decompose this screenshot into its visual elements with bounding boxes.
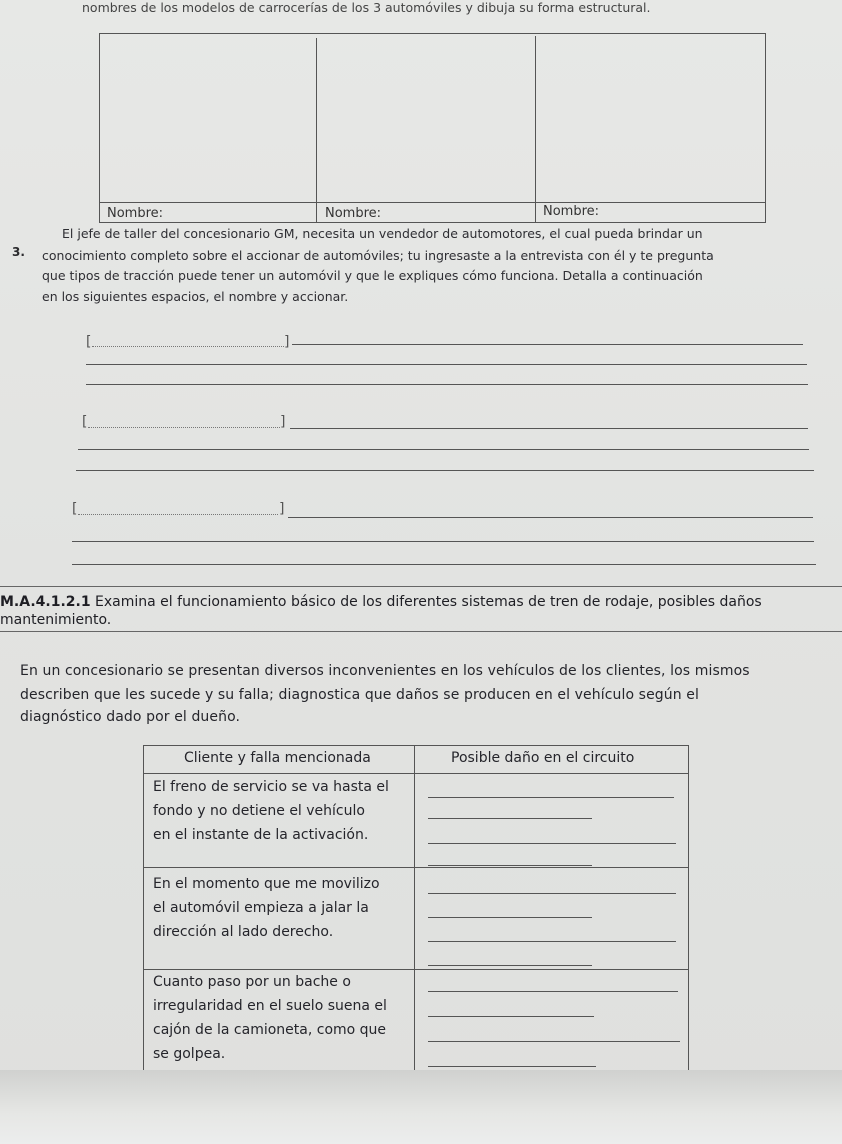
- fault-line: irregularidad en el suelo suena el: [153, 998, 387, 1014]
- damage-answer-line[interactable]: [428, 797, 674, 798]
- intro-line-3: diagnóstico dado por el dueño.: [20, 709, 241, 725]
- answer-line[interactable]: [86, 384, 808, 385]
- fault-line: fondo y no detiene el vehículo: [153, 803, 365, 819]
- row-divider: [144, 867, 688, 868]
- fault-line: cajón de la camioneta, como que: [153, 1022, 387, 1038]
- name-blank[interactable]: [88, 427, 280, 428]
- damage-answer-line[interactable]: [428, 1016, 594, 1017]
- label-row-divider: [99, 202, 766, 203]
- damage-answer-line[interactable]: [428, 818, 592, 819]
- question-line-2: conocimiento completo sobre el accionar de automóviles; tu ingresaste a la entrevista con él y te pregunta: [42, 248, 714, 263]
- question-number: 3.: [12, 245, 25, 259]
- column-divider: [414, 746, 415, 1070]
- answer-line[interactable]: [72, 564, 816, 565]
- damage-answer-line[interactable]: [428, 1041, 680, 1042]
- bracket-close: ]: [280, 414, 286, 430]
- header-client-fault: Cliente y falla mencionada: [184, 750, 371, 766]
- damage-answer-line[interactable]: [428, 843, 676, 844]
- answer-line[interactable]: [78, 449, 809, 450]
- diagnosis-table: [143, 745, 689, 1071]
- section-rule: [0, 586, 842, 587]
- section-title-line-1: [0, 594, 762, 610]
- intro-line-1: En un concesionario se presentan diversos inconvenientes en los vehículos de los clientes, los mismos: [20, 663, 750, 679]
- answer-line[interactable]: [76, 470, 814, 471]
- name-blank[interactable]: [78, 514, 278, 515]
- bracket-open: [: [82, 414, 88, 430]
- answer-line[interactable]: [290, 428, 808, 429]
- fault-line: en el instante de la activación.: [153, 827, 369, 843]
- fault-line: se golpea.: [153, 1046, 226, 1062]
- damage-answer-line[interactable]: [428, 865, 592, 866]
- section-title-line-2: mantenimiento.: [0, 612, 112, 628]
- bracket-open: [: [72, 501, 78, 517]
- section-title-text: Examina el funcionamiento básico de los diferentes sistemas de tren de rodaje, posibles daños: [95, 594, 762, 610]
- question-line-3: que tipos de tracción puede tener un automóvil y que le expliques cómo funciona. Detalla a continuación: [42, 268, 703, 283]
- page-bottom-margin: [0, 1070, 842, 1144]
- damage-answer-line[interactable]: [428, 941, 676, 942]
- answer-line[interactable]: [86, 364, 807, 365]
- answer-line[interactable]: [292, 344, 803, 345]
- question-line-4: en los siguientes espacios, el nombre y accionar.: [42, 289, 349, 304]
- answer-line[interactable]: [288, 517, 813, 518]
- box-divider: [316, 38, 317, 223]
- header-possible-damage: Posible daño en el circuito: [451, 750, 635, 766]
- section-code: M.A.4.1.2.1: [0, 594, 91, 610]
- damage-answer-line[interactable]: [428, 991, 678, 992]
- question-line-1: El jefe de taller del concesionario GM, necesita un vendedor de automotores, el cual pueda brindar un: [62, 226, 703, 241]
- table-row-2-fault: [153, 872, 380, 944]
- damage-answer-line[interactable]: [428, 965, 592, 966]
- table-row-1-fault: [153, 775, 389, 847]
- answer-line[interactable]: [72, 541, 814, 542]
- fault-line: el automóvil empieza a jalar la: [153, 900, 369, 916]
- box-divider: [535, 36, 536, 223]
- section-rule: [0, 631, 842, 632]
- fault-line: En el momento que me movilizo: [153, 876, 380, 892]
- table-row-3-fault: [153, 970, 387, 1066]
- damage-answer-line[interactable]: [428, 893, 676, 894]
- damage-answer-line[interactable]: [428, 1066, 596, 1067]
- fault-line: El freno de servicio se va hasta el: [153, 779, 389, 795]
- intro-line-2: describen que les sucede y su falla; diagnostica que daños se producen en el vehículo según el: [20, 687, 699, 703]
- model-name-label-3: Nombre:: [543, 204, 600, 219]
- drawing-area[interactable]: [99, 33, 766, 223]
- bracket-open: [: [86, 334, 92, 350]
- fault-line: dirección al lado derecho.: [153, 924, 334, 940]
- top-instruction: nombres de los modelos de carrocerías de los 3 automóviles y dibuja su forma estructural.: [82, 0, 651, 15]
- damage-answer-line[interactable]: [428, 917, 592, 918]
- model-name-label-2: Nombre:: [325, 206, 382, 221]
- fault-line: Cuanto paso por un bache o: [153, 974, 351, 990]
- name-blank[interactable]: [92, 346, 284, 347]
- bracket-close: ]: [284, 334, 290, 350]
- model-name-label-1: Nombre:: [107, 206, 164, 221]
- bracket-close: ]: [279, 501, 285, 517]
- header-divider: [144, 773, 688, 774]
